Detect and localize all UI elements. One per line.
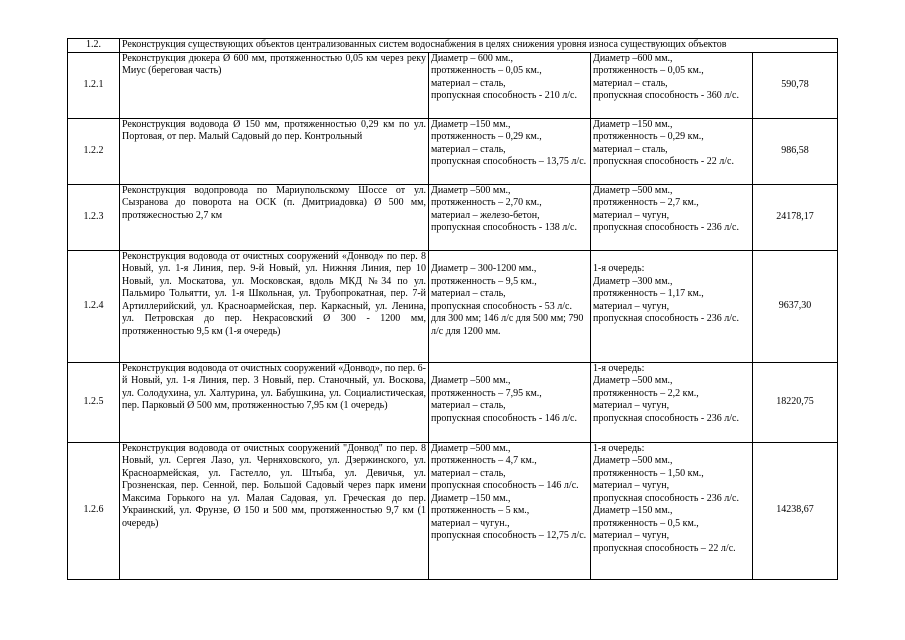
row-cost: 14238,67 bbox=[753, 442, 838, 579]
section-title: Реконструкция существующих объектов централизованных систем водоснабжения в целях снижения уровня износа существующих объектов bbox=[120, 39, 838, 53]
row-number: 1.2.1 bbox=[68, 52, 120, 118]
reconstruction-table bbox=[67, 38, 838, 580]
table-row bbox=[68, 250, 838, 362]
row-planned-params: Диаметр –500 мм., протяженность – 2,7 км., материал – чугун, пропускная способность - 236 л/с. bbox=[591, 184, 753, 250]
row-cost: 590,78 bbox=[753, 52, 838, 118]
row-planned-params: 1-я очередь: Диаметр –500 мм., протяженность – 1,50 км., материал – чугун, пропускная способность - 236 л/с. Диаметр –150 мм., протяженность – 0,5 км., материал – чугун, пропускная способность – 22 л/с. bbox=[591, 442, 753, 579]
row-description: Реконструкция дюкера Ø 600 мм, протяженностью 0,05 км через реку Миус (береговая часть) bbox=[120, 52, 429, 118]
row-cost: 24178,17 bbox=[753, 184, 838, 250]
row-number: 1.2.6 bbox=[68, 442, 120, 579]
row-number: 1.2.3 bbox=[68, 184, 120, 250]
row-number: 1.2.4 bbox=[68, 250, 120, 362]
row-current-params: Диаметр –500 мм., протяженность – 2,70 км., материал – железо-бетон, пропускная способность - 138 л/с. bbox=[429, 184, 591, 250]
row-current-params: Диаметр –150 мм., протяженность – 0,29 км., материал – сталь, пропускная способность – 13,75 л/с. bbox=[429, 118, 591, 184]
section-number: 1.2. bbox=[68, 39, 120, 53]
row-planned-params: 1-я очередь: Диаметр –500 мм., протяженность – 2,2 км., материал – чугун, пропускная способность - 236 л/с. bbox=[591, 362, 753, 442]
row-description: Реконструкция водовода от очистных сооружений "Донвод" по пер. 8 Новый, ул. Сергея Лазо, ул. Черняховского, ул. Дзержинского, ул. Красноармейская, ул. Гастелло, ул. Штыба, ул. Девичья, ул. Грозненская, пер. Сенной, пер. Большой Садовый через парк имени Максима Горького на ул. Малая Садовая, ул. Греческая до пер. Украинский, ул. Фрунзе, Ø 150 и 500 мм, протяженностью 9,7 км (1 очередь) bbox=[120, 442, 429, 579]
row-cost: 9637,30 bbox=[753, 250, 838, 362]
row-current-params: Диаметр –500 мм., протяженность – 7,95 км., материал – сталь, пропускная способность - 146 л/с. bbox=[429, 362, 591, 442]
row-current-params: Диаметр – 300-1200 мм., протяженность – 9,5 км., материал – сталь, пропускная способность - 53 л/с. для 300 мм; 146 л/с для 500 мм; 790 л/с для 1200 мм. bbox=[429, 250, 591, 362]
table-row bbox=[68, 362, 838, 442]
row-cost: 986,58 bbox=[753, 118, 838, 184]
row-current-params: Диаметр – 600 мм., протяженность – 0,05 км., материал – сталь, пропускная способность - 210 л/с. bbox=[429, 52, 591, 118]
row-planned-params: Диаметр –600 мм., протяженность – 0,05 км., материал – сталь, пропускная способность - 360 л/с. bbox=[591, 52, 753, 118]
table-row bbox=[68, 118, 838, 184]
table-row bbox=[68, 52, 838, 118]
row-description: Реконструкция водовода от очистных сооружений «Донвод» по пер. 8 Новый, ул. 1-я Линия, пер. 9-й Новый, ул. Нижняя Линия, пер 10 Новый, ул. Москатова, ул. Московская, вдоль МКД №34 по ул. Пальмиро Тольятти, ул. 1-я Школьная, ул. Трубопрокатная, пер. 7-й Артиллерийский, ул. Красноармейская, пер. Каркасный, ул. Ленина, ул. Петровская до пер. Некрасовский Ø 300 - 1200 мм, протяженностью 9,5 км (1-я очередь) bbox=[120, 250, 429, 362]
table-row bbox=[68, 184, 838, 250]
row-description: Реконструкция водовода Ø 150 мм, протяженностью 0,29 км по ул. Портовая, от пер. Малый Садовый до пер. Контрольный bbox=[120, 118, 429, 184]
row-description: Реконструкция водовода от очистных сооружений «Донвод», по пер. 6-й Новый, ул. 1-я Линия, пер. 3 Новый, пер. Станочный, ул. Воскова, ул. Солодухина, ул. Халтурина, ул. Бабушкина, ул. Социалистическая, пер. Парковый Ø 500 мм, протяженностью 7,95 км (1 очередь) bbox=[120, 362, 429, 442]
row-number: 1.2.5 bbox=[68, 362, 120, 442]
table-row bbox=[68, 442, 838, 579]
row-planned-params: Диаметр –150 мм., протяженность – 0,29 км., материал – сталь, пропускная способность - 22 л/с. bbox=[591, 118, 753, 184]
row-planned-params: 1-я очередь: Диаметр –300 мм., протяженность – 1,17 км., материал – чугун, пропускная способность - 236 л/с. bbox=[591, 250, 753, 362]
row-number: 1.2.2 bbox=[68, 118, 120, 184]
row-current-params: Диаметр –500 мм., протяженность – 4,7 км., материал – сталь, пропускная способность – 146 л/с. Диаметр –150 мм., протяженность – 5 км., материал – чугун., пропускная способность – 12,75 л/с. bbox=[429, 442, 591, 579]
section-header-row bbox=[68, 39, 838, 53]
row-cost: 18220,75 bbox=[753, 362, 838, 442]
row-description: Реконструкция водопровода по Мариупольскому Шоссе от ул. Сызранова до поворота на ОСК (п. Дмитриадовка) Ø 500 мм, протяжесностью 2,7 км bbox=[120, 184, 429, 250]
